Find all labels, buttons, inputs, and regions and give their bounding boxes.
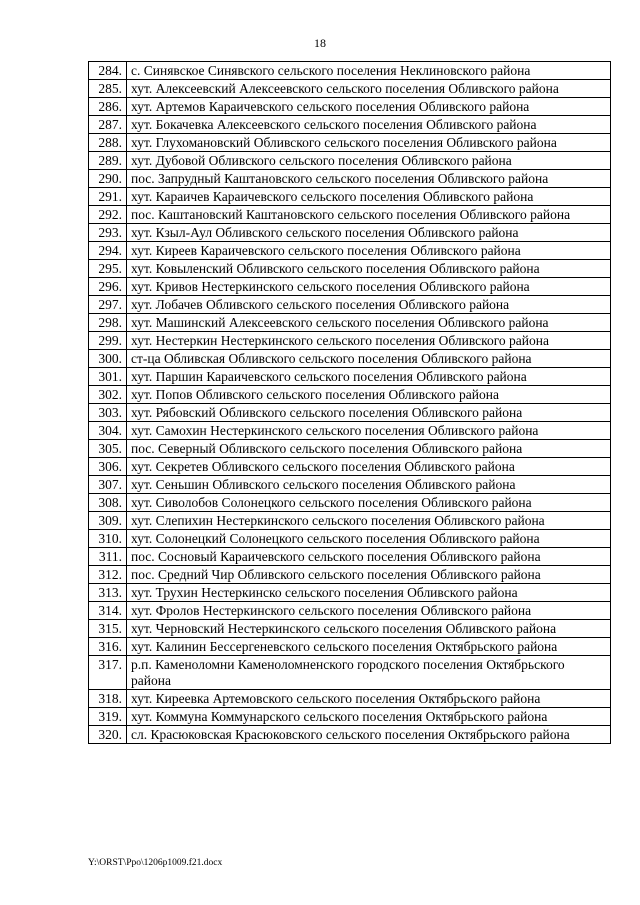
row-number: 306. xyxy=(89,458,127,476)
row-number: 288. xyxy=(89,134,127,152)
settlement-name: хут. Киреевка Артемовского сельского поселения Октябрьского района xyxy=(127,690,611,708)
table-row xyxy=(89,296,611,314)
table-row xyxy=(89,440,611,458)
settlement-name: хут. Самохин Нестеркинского сельского поселения Обливского района xyxy=(127,422,611,440)
settlement-name: хут. Коммуна Коммунарского сельского поселения Октябрьского района xyxy=(127,708,611,726)
table-row xyxy=(89,638,611,656)
row-number: 300. xyxy=(89,350,127,368)
settlement-name: хут. Алексеевский Алексеевского сельского поселения Обливского района xyxy=(127,80,611,98)
table-row xyxy=(89,260,611,278)
settlement-name: пос. Каштановский Каштановского сельского поселения Обливского района xyxy=(127,206,611,224)
row-number: 310. xyxy=(89,530,127,548)
table-row xyxy=(89,224,611,242)
table-row xyxy=(89,314,611,332)
footer-file-path: Y:\ORST\Ppo\1206p1009.f21.docx xyxy=(88,858,223,868)
settlement-name: хут. Паршин Караичевского сельского поселения Обливского района xyxy=(127,368,611,386)
table-row xyxy=(89,206,611,224)
table-row xyxy=(89,404,611,422)
settlement-name: хут. Трухин Нестеркинско сельского поселения Обливского района xyxy=(127,584,611,602)
row-number: 302. xyxy=(89,386,127,404)
row-number: 295. xyxy=(89,260,127,278)
settlement-name: хут. Фролов Нестеркинского сельского поселения Обливского района xyxy=(127,602,611,620)
row-number: 289. xyxy=(89,152,127,170)
settlement-name: р.п. Каменоломни Каменоломненского городского поселения Октябрьского района xyxy=(127,656,611,690)
table-row xyxy=(89,278,611,296)
row-number: 291. xyxy=(89,188,127,206)
table-row xyxy=(89,708,611,726)
row-number: 317. xyxy=(89,656,127,690)
row-number: 319. xyxy=(89,708,127,726)
row-number: 290. xyxy=(89,170,127,188)
table-row xyxy=(89,62,611,80)
table-row xyxy=(89,726,611,744)
row-number: 285. xyxy=(89,80,127,98)
table-row xyxy=(89,152,611,170)
settlement-name: хут. Дубовой Обливского сельского поселения Обливского района xyxy=(127,152,611,170)
settlement-name: хут. Артемов Караичевского сельского поселения Обливского района xyxy=(127,98,611,116)
row-number: 287. xyxy=(89,116,127,134)
settlement-name: хут. Кривов Нестеркинского сельского поселения Обливского района xyxy=(127,278,611,296)
row-number: 314. xyxy=(89,602,127,620)
settlement-name: хут. Сеньшин Обливского сельского поселения Обливского района xyxy=(127,476,611,494)
row-number: 286. xyxy=(89,98,127,116)
settlement-name: хут. Нестеркин Нестеркинского сельского поселения Обливского района xyxy=(127,332,611,350)
table-row xyxy=(89,368,611,386)
row-number: 318. xyxy=(89,690,127,708)
table-row xyxy=(89,620,611,638)
row-number: 296. xyxy=(89,278,127,296)
settlement-name: хут. Рябовский Обливского сельского поселения Обливского района xyxy=(127,404,611,422)
settlement-name: хут. Ковыленский Обливского сельского поселения Обливского района xyxy=(127,260,611,278)
table-row xyxy=(89,656,611,690)
settlement-name: хут. Черновский Нестеркинского сельского поселения Обливского района xyxy=(127,620,611,638)
table-row xyxy=(89,332,611,350)
table-row xyxy=(89,116,611,134)
row-number: 298. xyxy=(89,314,127,332)
row-number: 309. xyxy=(89,512,127,530)
table-row xyxy=(89,188,611,206)
table-row xyxy=(89,548,611,566)
row-number: 308. xyxy=(89,494,127,512)
row-number: 293. xyxy=(89,224,127,242)
table-row xyxy=(89,98,611,116)
settlement-name: хут. Киреев Караичевского сельского поселения Обливского района xyxy=(127,242,611,260)
settlement-name: хут. Кзыл-Аул Обливского сельского поселения Обливского района xyxy=(127,224,611,242)
settlement-name: пос. Средний Чир Обливского сельского поселения Обливского района xyxy=(127,566,611,584)
table-row xyxy=(89,350,611,368)
settlement-name: с. Синявское Синявского сельского поселения Неклиновского района xyxy=(127,62,611,80)
settlement-name: ст-ца Обливская Обливского сельского поселения Обливского района xyxy=(127,350,611,368)
page-number: 18 xyxy=(314,36,326,50)
row-number: 304. xyxy=(89,422,127,440)
settlement-name: пос. Северный Обливского сельского поселения Обливского района xyxy=(127,440,611,458)
settlement-name: хут. Бокачевка Алексеевского сельского поселения Обливского района xyxy=(127,116,611,134)
settlement-name: сл. Красюковская Красюковского сельского поселения Октябрьского района xyxy=(127,726,611,744)
settlement-name: хут. Солонецкий Солонецкого сельского поселения Обливского района xyxy=(127,530,611,548)
row-number: 299. xyxy=(89,332,127,350)
table-row xyxy=(89,242,611,260)
settlement-name: хут. Попов Обливского сельского поселения Обливского района xyxy=(127,386,611,404)
table-row xyxy=(89,602,611,620)
table-row xyxy=(89,512,611,530)
row-number: 292. xyxy=(89,206,127,224)
settlement-name: хут. Слепихин Нестеркинского сельского поселения Обливского района xyxy=(127,512,611,530)
table-row xyxy=(89,566,611,584)
table-row xyxy=(89,422,611,440)
row-number: 284. xyxy=(89,62,127,80)
row-number: 303. xyxy=(89,404,127,422)
settlement-name: пос. Сосновый Караичевского сельского поселения Обливского района xyxy=(127,548,611,566)
row-number: 311. xyxy=(89,548,127,566)
row-number: 315. xyxy=(89,620,127,638)
settlement-name: хут. Караичев Караичевского сельского поселения Обливского района xyxy=(127,188,611,206)
settlement-name: хут. Калинин Бессергеневского сельского поселения Октябрьского района xyxy=(127,638,611,656)
table-row xyxy=(89,170,611,188)
table-row xyxy=(89,458,611,476)
row-number: 316. xyxy=(89,638,127,656)
row-number: 312. xyxy=(89,566,127,584)
settlement-name: хут. Сиволобов Солонецкого сельского поселения Обливского района xyxy=(127,494,611,512)
row-number: 305. xyxy=(89,440,127,458)
settlement-name: хут. Машинский Алексеевского сельского поселения Обливского района xyxy=(127,314,611,332)
settlement-name: хут. Секретев Обливского сельского поселения Обливского района xyxy=(127,458,611,476)
table-row xyxy=(89,584,611,602)
row-number: 320. xyxy=(89,726,127,744)
row-number: 294. xyxy=(89,242,127,260)
settlement-name: хут. Лобачев Обливского сельского поселения Обливского района xyxy=(127,296,611,314)
table-row xyxy=(89,530,611,548)
table-row xyxy=(89,690,611,708)
table-row xyxy=(89,476,611,494)
row-number: 301. xyxy=(89,368,127,386)
table-row xyxy=(89,494,611,512)
row-number: 297. xyxy=(89,296,127,314)
row-number: 307. xyxy=(89,476,127,494)
row-number: 313. xyxy=(89,584,127,602)
settlement-name: хут. Глухомановский Обливского сельского поселения Обливского района xyxy=(127,134,611,152)
settlements-table xyxy=(88,61,611,744)
table-row xyxy=(89,80,611,98)
settlement-name: пос. Запрудный Каштановского сельского поселения Обливского района xyxy=(127,170,611,188)
table-row xyxy=(89,134,611,152)
table-row xyxy=(89,386,611,404)
